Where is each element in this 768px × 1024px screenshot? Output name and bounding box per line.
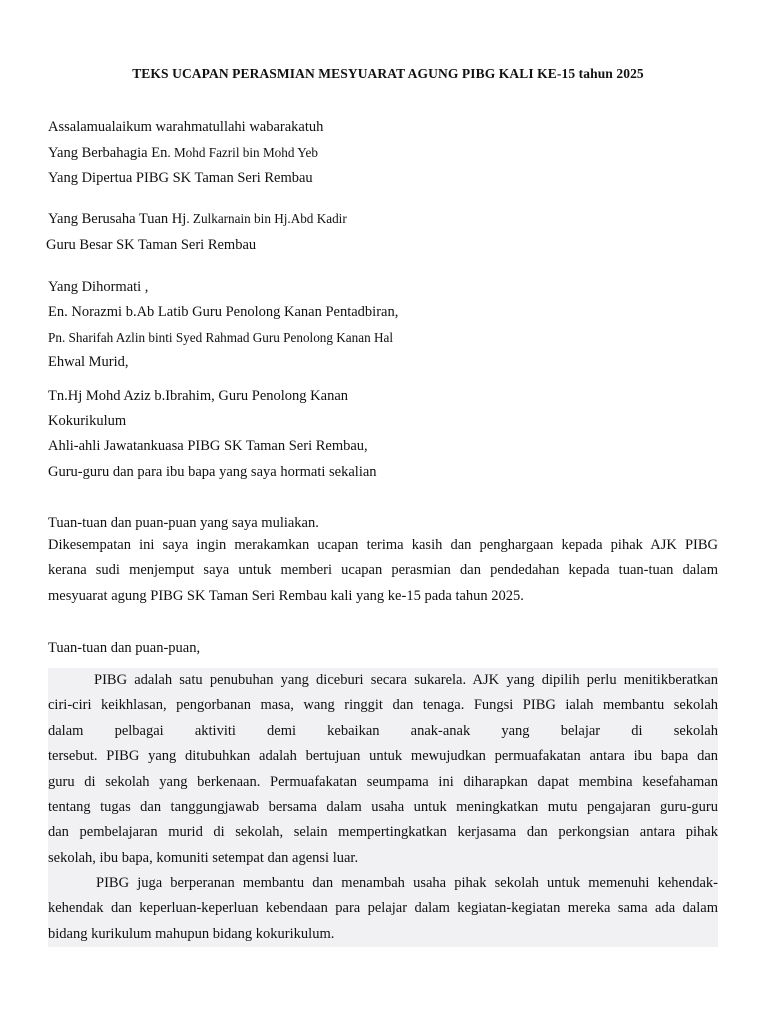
paragraph-line: ciri-ciri keikhlasan, pengorbanan masa, wang ringgit dan tenaga. Fungsi PIBG ialah membantu sekolah [48, 693, 718, 718]
salutation-line: Guru Besar SK Taman Seri Rembau [46, 237, 257, 253]
section-heading: Tuan-tuan dan puan-puan yang saya muliakan. [48, 515, 319, 531]
paragraph-line: kerana sudi menjemput saya untuk memberi ucapan perasmian dan pendedahan kepada tuan-tuan dalam [48, 562, 718, 579]
paragraph [48, 668, 718, 871]
paragraph-line: kehendak dan keperluan-keperluan kebendaan para pelajar dalam kegiatan-kegiatan mereka sama ada dalam [48, 896, 718, 921]
salutation-line: Tn.Hj Mohd Aziz b.Ibrahim, Guru Penolong Kanan [48, 388, 349, 404]
salutation-name: . Sharifah Azlin binti Syed Rahmad Guru Penolong Kanan Hal [61, 330, 394, 345]
salutation-prefix: Yang Berusaha Tuan Hj [48, 211, 187, 227]
paragraph-line: tentang tugas dan tanggungjawab bersama dalam usaha untuk meningkatkan mutu pengajaran guru-guru [48, 795, 718, 820]
paragraph-line: dan pembelajaran murid di sekolah, selain mempertingkatkan kerjasama dan perkongsian antara pihak [48, 820, 718, 845]
paragraph-line: tersebut. PIBG yang ditubuhkan adalah bertujuan untuk mewujudkan permuafakatan antara ibu bapa dan [48, 744, 718, 769]
salutation-name: . Zulkarnain bin Hj.Abd Kadir [186, 211, 347, 226]
greeting: Assalamualaikum warahmatullahi wabarakatuh [48, 119, 324, 135]
salutation-line [48, 329, 393, 347]
salutation-line [48, 144, 318, 162]
salutation-line: Kokurikulum [48, 413, 127, 429]
salutation-name: . Mohd Fazril bin Mohd Yeb [167, 145, 318, 160]
salutation-line [48, 210, 347, 228]
paragraph-line: Dikesempatan ini saya ingin merakamkan ucapan terima kasih dan penghargaan kepada pihak AJK PIBG [48, 537, 718, 553]
salutation-line: Yang Dipertua PIBG SK Taman Seri Rembau [48, 170, 313, 186]
paragraph-line: PIBG adalah satu penubuhan yang diceburi secara sukarela. AJK yang dipilih perlu menitikberatkan [48, 668, 718, 693]
salutation-prefix: Yang Berbahagia En [48, 145, 168, 161]
paragraph-line: guru di sekolah yang berkenaan. Permuafakatan seumpama ini diharapkan dapat membina kesefahaman [48, 770, 718, 795]
section-heading: Tuan-tuan dan puan-puan, [48, 640, 201, 656]
salutation-line: Ehwal Murid, [48, 354, 129, 370]
paragraph [48, 533, 718, 609]
paragraph-line: mesyuarat agung PIBG SK Taman Seri Rembau kali yang ke-15 pada tahun 2025. [48, 587, 524, 604]
page-title: TEKS UCAPAN PERASMIAN MESYUARAT AGUNG PIBG KALI KE-15 tahun 2025 [132, 66, 644, 81]
salutation-line: En. Norazmi b.Ab Latib Guru Penolong Kanan Pentadbiran, [48, 304, 399, 320]
salutation-line: Yang Dihormati , [48, 279, 149, 295]
paragraph-line: bidang kurikulum mahupun bidang kokurikulum. [48, 922, 718, 947]
paragraph [48, 871, 718, 947]
salutation-prefix: Pn [48, 330, 62, 345]
paragraph-line: PIBG juga berperanan membantu dan menambah usaha pihak sekolah untuk memenuhi kehendak- [48, 871, 718, 896]
salutation-line: Guru-guru dan para ibu bapa yang saya hormati sekalian [48, 464, 377, 480]
paragraph-line: dalam pelbagai aktiviti demi kebaikan anak-anak yang belajar di sekolah [48, 719, 718, 744]
salutation-line: Ahli-ahli Jawatankuasa PIBG SK Taman Seri Rembau, [48, 438, 368, 454]
paragraph-line: sekolah, ibu bapa, komuniti setempat dan agensi luar. [48, 846, 718, 871]
